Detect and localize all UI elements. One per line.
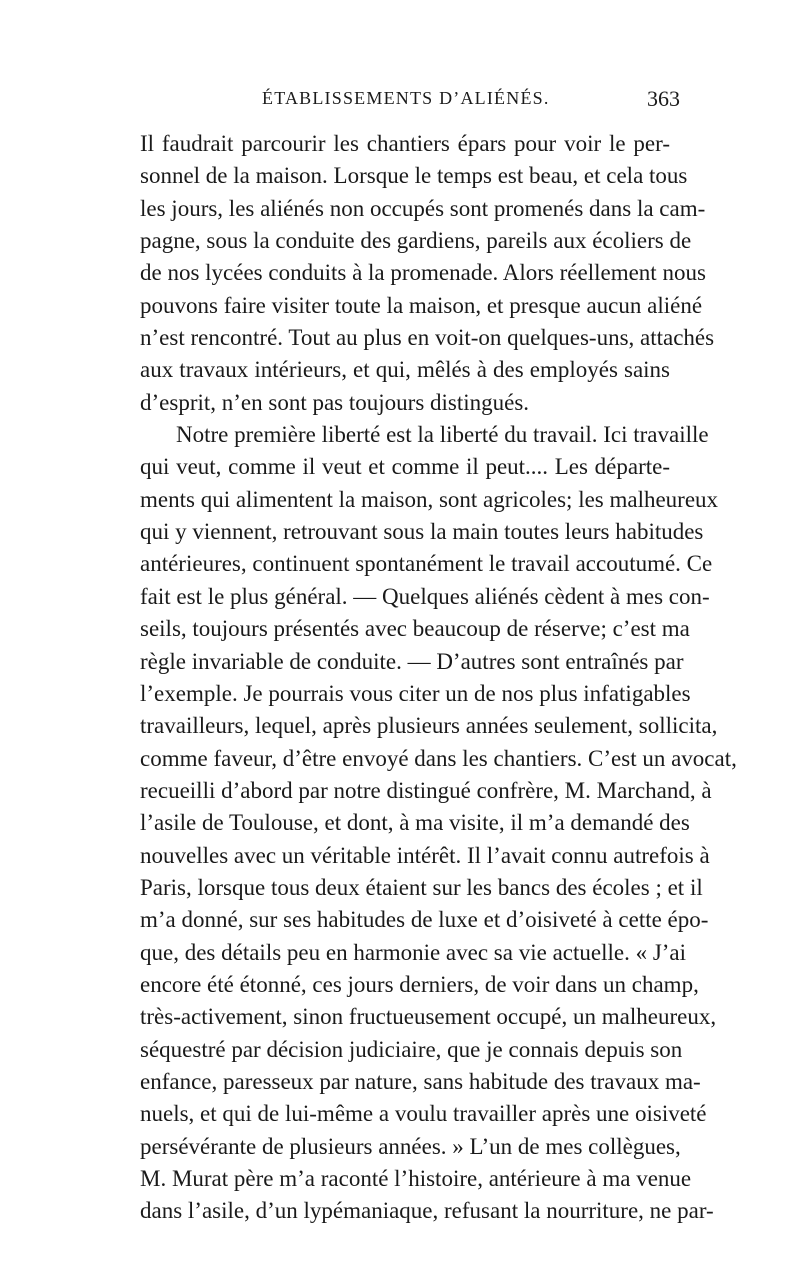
text-line: enfance, paresseux par nature, sans habitude des travaux ma- <box>140 1068 701 1094</box>
text-line: qui y viennent, retrouvant sous la main toutes leurs habitudes <box>140 519 704 545</box>
text-line: travailleurs, lequel, après plusieurs années seulement, sollicita, <box>140 713 718 739</box>
running-title: ÉTABLISSEMENTS D’ALIÉNÉS. <box>262 88 550 108</box>
text-line: aux travaux intérieurs, et qui, mêlés à des employés sains <box>140 357 670 383</box>
text-line: règle invariable de conduite. — D’autres sont entraînés par <box>140 648 684 674</box>
text-line: les jours, les aliénés non occupés sont promenés dans la cam- <box>140 195 706 221</box>
paragraph-first-line: Notre première liberté est la liberté du travail. Ici travaille <box>176 422 709 448</box>
text-line: l’asile de Toulouse, et dont, à ma visite, il m’a demandé des <box>140 810 690 836</box>
text-line: séquestré par décision judiciaire, que je connais depuis son <box>140 1036 683 1062</box>
text-line: pouvons faire visiter toute la maison, et presque aucun aliéné <box>140 292 703 318</box>
text-line: antérieures, continuent spontanément le travail accoutumé. Ce <box>140 551 713 577</box>
text-line: sonnel de la maison. Lorsque le temps est beau, et cela tous <box>140 163 688 189</box>
text-line: Paris, lorsque tous deux étaient sur les bancs des écoles ; et il <box>140 874 703 900</box>
text-line: M. Murat père m’a raconté l’histoire, antérieure à ma venue <box>140 1166 692 1191</box>
text-line: persévérante de plusieurs années. » L’un de mes collègues, <box>140 1133 681 1159</box>
text-line: Il faudrait parcourir les chantiers épars pour voir le per- <box>140 131 670 156</box>
text-line: fait est le plus général. — Quelques aliénés cèdent à mes con- <box>140 583 710 609</box>
text-line: pagne, sous la conduite des gardiens, pareils aux écoliers de <box>140 228 692 254</box>
text-line: n’est rencontré. Tout au plus en voit-on quelques-uns, attachés <box>140 325 715 351</box>
text-line: de nos lycées conduits à la promenade. Alors réellement nous <box>140 260 706 286</box>
text-line: que, des détails peu en harmonie avec sa vie actuelle. « J’ai <box>140 939 687 965</box>
text-line: qui veut, comme il veut et comme il peut.... Les départe- <box>140 454 670 480</box>
text-line: comme faveur, d’être envoyé dans les chantiers. C’est un avocat, <box>140 745 737 771</box>
running-head <box>140 88 680 118</box>
page-number: 363 <box>647 86 680 111</box>
text-line: m’a donné, sur ses habitudes de luxe et d’oisiveté à cette épo- <box>140 907 709 933</box>
text-line: d’esprit, n’en sont pas toujours distingués. <box>140 389 530 415</box>
text-line: seils, toujours présentés avec beaucoup de réserve; c’est ma <box>140 616 690 642</box>
text-line: dans l’asile, d’un lypémaniaque, refusant la nourriture, ne par- <box>140 1198 714 1224</box>
text-line: recueilli d’abord par notre distingué confrère, M. Marchand, à <box>140 777 712 803</box>
text-line: nuels, et qui de lui-même a voulu travailler après une oisiveté <box>140 1101 707 1127</box>
text-line: l’exemple. Je pourrais vous citer un de nos plus infatigables <box>140 680 691 706</box>
text-line: très-activement, sinon fructueusement occupé, un malheureux, <box>140 1004 717 1030</box>
body-text <box>140 128 737 1228</box>
text-line: ments qui alimentent la maison, sont agricoles; les malheureux <box>140 486 719 512</box>
text-line: nouvelles avec un véritable intérêt. Il l’avait connu autrefois à <box>140 842 710 868</box>
text-line: encore été étonné, ces jours derniers, de voir dans un champ, <box>140 971 699 997</box>
